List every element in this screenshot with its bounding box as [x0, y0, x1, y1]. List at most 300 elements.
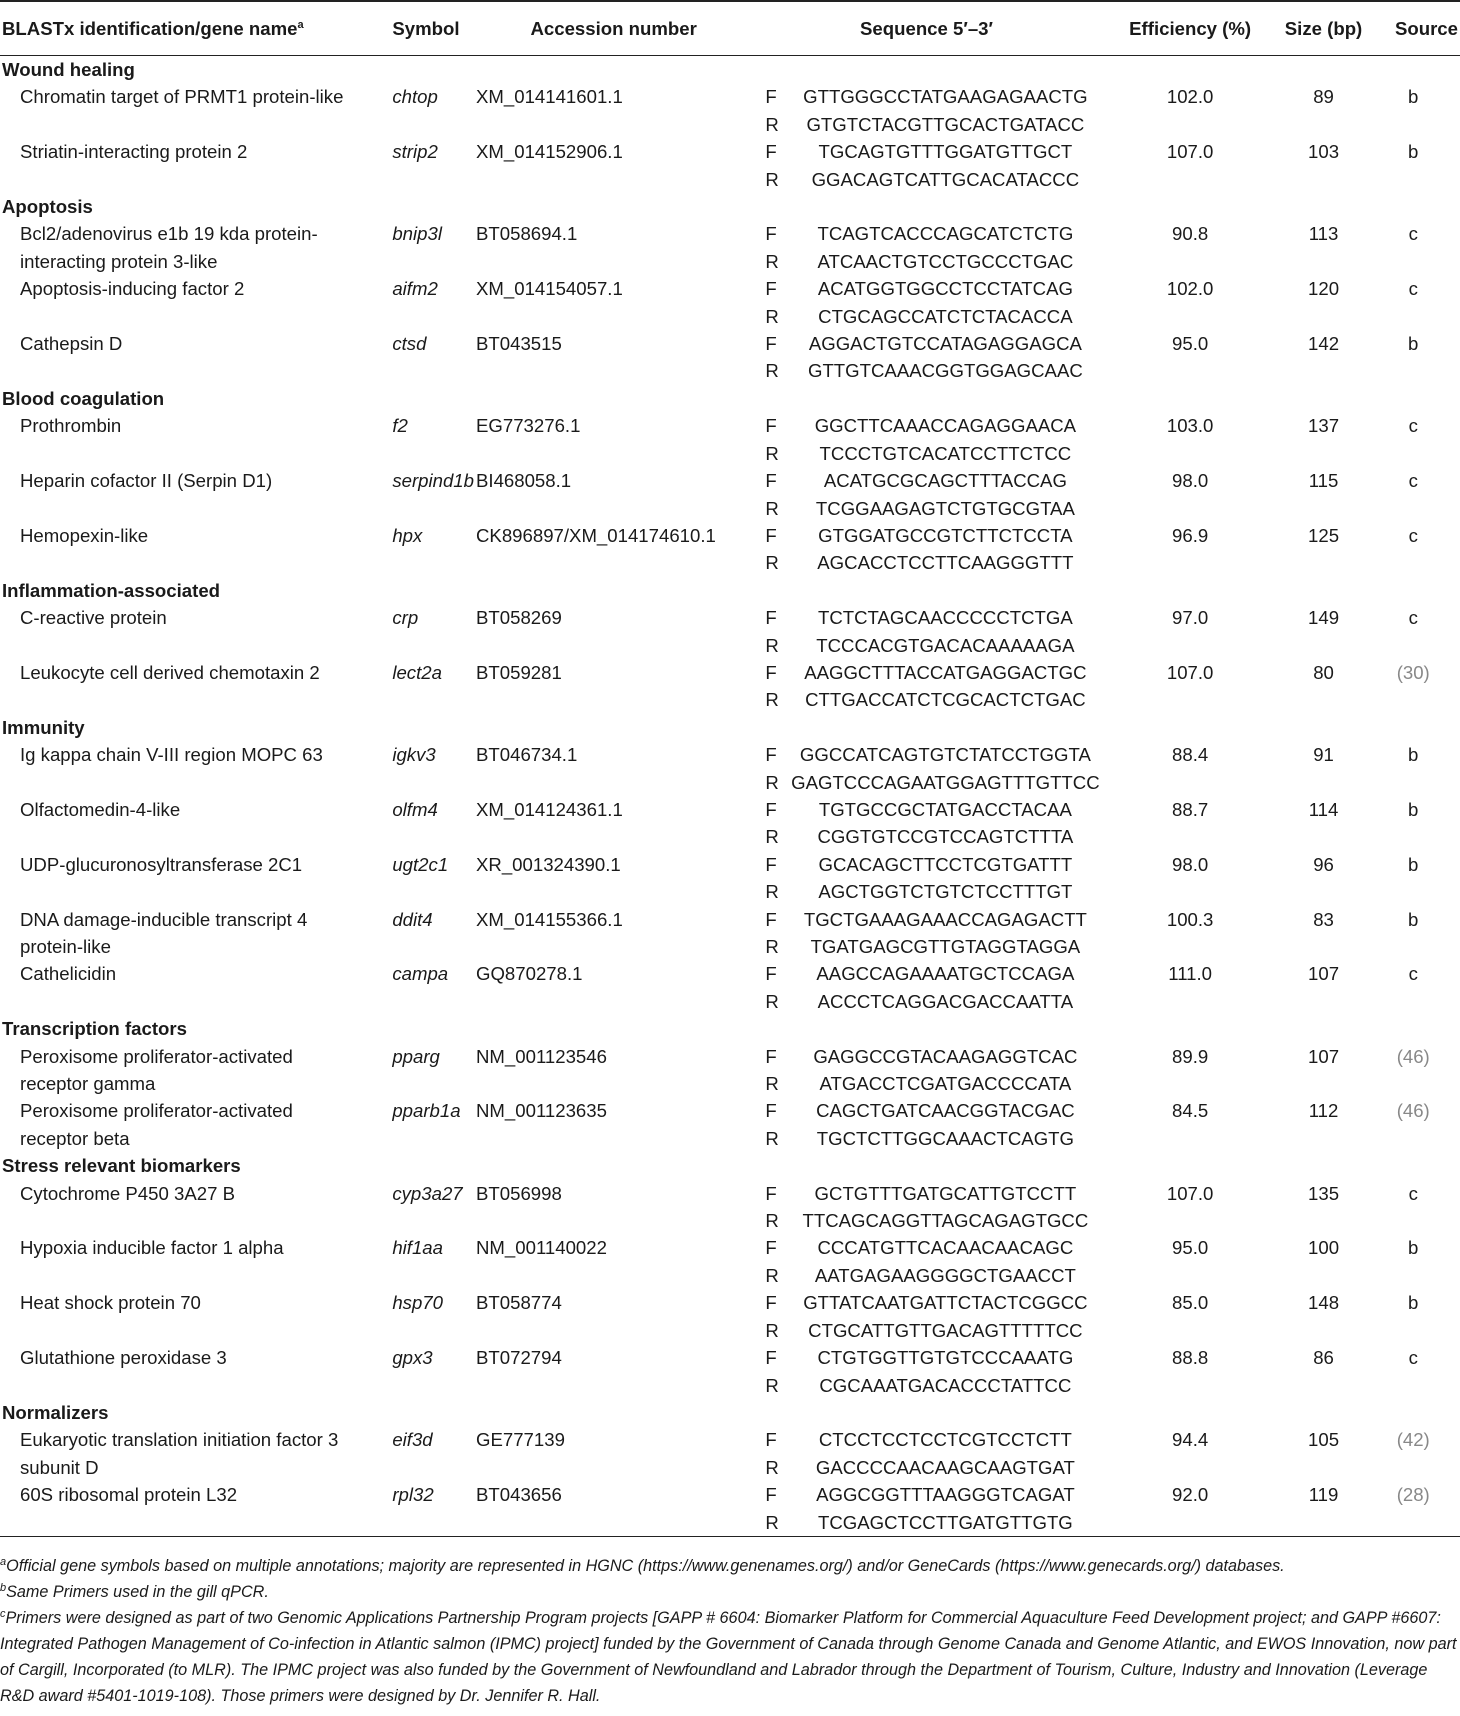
- accession-number: BT056998: [476, 1182, 562, 1204]
- gene-symbol: campa: [392, 963, 449, 985]
- primer-direction-reverse: R: [765, 1073, 779, 1095]
- table-row-forward: [0, 1234, 1460, 1261]
- efficiency-value: 107.0: [1166, 141, 1214, 163]
- gene-symbol: cyp3a27: [392, 1182, 463, 1204]
- empty-cell: [1366, 878, 1460, 905]
- gene-name: Cathepsin D: [20, 333, 123, 355]
- size-value: 86: [1313, 1347, 1334, 1369]
- empty-cell: [1100, 686, 1281, 713]
- size-value: 114: [1308, 798, 1339, 820]
- primer-direction-reverse: R: [765, 826, 779, 848]
- gene-symbol: f2: [392, 415, 408, 437]
- empty-cell: [1366, 988, 1460, 1015]
- accession-number: BT072794: [476, 1347, 562, 1369]
- empty-cell: [382, 878, 474, 905]
- source-value: c: [1408, 963, 1418, 985]
- size-value: 149: [1308, 607, 1340, 629]
- size-value: 107: [1308, 963, 1340, 985]
- accession-number: NM_001123635: [476, 1100, 607, 1122]
- primer-direction-forward: F: [765, 223, 777, 245]
- empty-cell: [1281, 988, 1367, 1015]
- empty-cell: [1281, 1070, 1367, 1097]
- reverse-sequence: GGACAGTCATTGCACATACCC: [811, 168, 1080, 190]
- gene-name-continued: [0, 111, 382, 138]
- gene-symbol: gpx3: [392, 1347, 433, 1369]
- forward-sequence: TGCTGAAAGAAACCAGAGACTT: [803, 908, 1087, 930]
- forward-sequence: ACATGGTGGCCTCCTATCAG: [817, 278, 1073, 300]
- section-title: Immunity: [2, 716, 85, 738]
- primer-direction-reverse: R: [765, 552, 779, 574]
- section-row: [0, 193, 1460, 220]
- accession-number: BT058774: [476, 1292, 562, 1314]
- header-efficiency: Efficiency (%): [1100, 1, 1281, 56]
- table-row-forward: [0, 1180, 1460, 1207]
- gene-name: UDP-glucuronosyltransferase 2C1: [20, 853, 303, 875]
- header-symbol: Symbol: [382, 1, 474, 56]
- empty-cell: [1100, 878, 1281, 905]
- forward-sequence: TGCAGTGTTTGGATGTTGCT: [818, 141, 1073, 163]
- accession-number: XM_014155366.1: [476, 908, 623, 930]
- empty-cell: [1281, 549, 1367, 576]
- efficiency-value: 111.0: [1168, 963, 1213, 985]
- section-title: Apoptosis: [2, 196, 93, 218]
- empty-cell: [1281, 1207, 1367, 1234]
- table-row-forward: [0, 330, 1460, 357]
- size-value: 113: [1308, 223, 1339, 245]
- empty-cell: [474, 1454, 753, 1481]
- size-value: 112: [1308, 1100, 1339, 1122]
- table-row-forward: [0, 1289, 1460, 1316]
- footnote: [0, 1553, 1460, 1579]
- size-value: 100: [1308, 1237, 1340, 1259]
- empty-cell: [474, 769, 753, 796]
- reverse-sequence: ATCAACTGTCCTGCCCTGAC: [817, 250, 1074, 272]
- reverse-sequence: TCGAGCTCCTTGATGTTGTG: [791, 1509, 1100, 1537]
- gene-name: Peroxisome proliferator-activated: [20, 1045, 293, 1067]
- empty-cell: [382, 1454, 474, 1481]
- empty-cell: [1100, 1207, 1281, 1234]
- accession-number: XM_014152906.1: [476, 141, 623, 163]
- forward-sequence: TCTCTAGCAACCCCCTCTGA: [817, 607, 1073, 629]
- table-row-forward: [0, 851, 1460, 878]
- primer-direction-forward: F: [765, 1237, 777, 1259]
- section-title: Wound healing: [2, 59, 135, 80]
- empty-cell: [1366, 1509, 1460, 1537]
- reverse-sequence: TCGGAAGAGTCTGTGCGTAA: [815, 497, 1075, 519]
- accession-number: BT043515: [476, 333, 562, 355]
- empty-cell: [474, 632, 753, 659]
- primer-direction-forward: F: [765, 744, 777, 766]
- gene-name: Cathelicidin: [20, 963, 117, 985]
- footnote-mark: c: [0, 1608, 6, 1620]
- table-row-forward: [0, 220, 1460, 247]
- empty-cell: [1100, 357, 1281, 384]
- gene-name: Hypoxia inducible factor 1 alpha: [20, 1237, 284, 1259]
- empty-cell: [474, 1317, 753, 1344]
- empty-cell: [1281, 823, 1367, 850]
- empty-cell: [1100, 166, 1281, 193]
- table-row-reverse: [0, 303, 1460, 330]
- source-value: b: [1408, 744, 1419, 766]
- gene-symbol: chtop: [392, 86, 438, 108]
- empty-cell: [1366, 495, 1460, 522]
- source-value: c: [1408, 278, 1418, 300]
- gene-name-continued: [0, 357, 382, 384]
- table-row-reverse: [0, 1509, 1460, 1537]
- empty-cell: [474, 686, 753, 713]
- accession-number: BT058694.1: [476, 223, 578, 245]
- empty-cell: [1281, 495, 1367, 522]
- size-value: 91: [1313, 744, 1334, 766]
- source-value: c: [1408, 1182, 1418, 1204]
- empty-cell: [1281, 440, 1367, 467]
- empty-cell: [1366, 823, 1460, 850]
- forward-sequence: AGGACTGTCCATAGAGGAGCA: [808, 333, 1082, 355]
- empty-cell: [1100, 303, 1281, 330]
- forward-sequence: GTTGGGCCTATGAAGAGAACTG: [803, 86, 1088, 108]
- primer-direction-forward: F: [765, 141, 777, 163]
- empty-cell: [474, 988, 753, 1015]
- table-row-reverse: [0, 823, 1460, 850]
- gene-name: Heat shock protein 70: [20, 1292, 201, 1314]
- gene-symbol: ctsd: [392, 333, 427, 355]
- gene-symbol: lect2a: [392, 661, 442, 683]
- table-row-reverse: [0, 1125, 1460, 1152]
- forward-sequence: ACATGCGCAGCTTTACCAG: [823, 470, 1067, 492]
- source-value: c: [1408, 524, 1418, 546]
- gene-name: 60S ribosomal protein L32: [20, 1484, 238, 1506]
- empty-cell: [1366, 549, 1460, 576]
- forward-sequence: GAGGCCGTACAAGAGGTCAC: [813, 1045, 1078, 1067]
- primer-direction-forward: F: [765, 1100, 777, 1122]
- gene-name: Striatin-interacting protein 2: [20, 141, 248, 163]
- table-row-forward: [0, 1344, 1460, 1371]
- footnotes: [0, 1553, 1460, 1709]
- empty-cell: [382, 248, 474, 275]
- gene-name-continued: [0, 988, 382, 1015]
- accession-number: XM_014154057.1: [476, 278, 623, 300]
- gene-name: Hemopexin-like: [20, 524, 149, 546]
- empty-cell: [1366, 111, 1460, 138]
- empty-cell: [474, 166, 753, 193]
- gene-name: Chromatin target of PRMT1 protein-like: [20, 86, 344, 108]
- table-row-reverse: [0, 769, 1460, 796]
- accession-number: BT058269: [476, 607, 562, 629]
- efficiency-value: 95.0: [1172, 1237, 1209, 1259]
- gene-name-continued: [0, 1262, 382, 1289]
- empty-cell: [1281, 878, 1367, 905]
- empty-cell: [1366, 357, 1460, 384]
- gene-name-continued: [0, 878, 382, 905]
- empty-cell: [1100, 1454, 1281, 1481]
- empty-cell: [1366, 248, 1460, 275]
- gene-symbol: igkv3: [392, 744, 436, 766]
- table-row-forward: [0, 906, 1460, 933]
- table-row-reverse: [0, 1262, 1460, 1289]
- reverse-sequence: TTCAGCAGGTTAGCAGAGTGCC: [802, 1210, 1089, 1232]
- table-row-reverse: [0, 1207, 1460, 1234]
- empty-cell: [382, 933, 474, 960]
- empty-cell: [1100, 549, 1281, 576]
- primer-direction-reverse: R: [765, 305, 779, 327]
- table-row-reverse: [0, 549, 1460, 576]
- gene-symbol: crp: [392, 607, 419, 629]
- gene-name-continued: [0, 495, 382, 522]
- section-title: Normalizers: [2, 1401, 109, 1423]
- footnote-mark: a: [0, 1556, 7, 1568]
- primer-direction-reverse: R: [765, 1127, 779, 1149]
- table-row-forward: [0, 1043, 1460, 1070]
- primer-direction-reverse: R: [765, 1374, 779, 1396]
- empty-cell: [1281, 1317, 1367, 1344]
- gene-name: Ig kappa chain V-III region MOPC 63: [20, 744, 323, 766]
- size-value: 115: [1308, 470, 1339, 492]
- empty-cell: [382, 823, 474, 850]
- source-value: c: [1408, 607, 1418, 629]
- primer-direction-reverse: R: [765, 1264, 779, 1286]
- primer-direction-forward: F: [765, 1484, 777, 1506]
- gene-name: Peroxisome proliferator-activated: [20, 1100, 293, 1122]
- primer-direction-reverse: R: [765, 250, 779, 272]
- source-value[interactable]: (28): [1396, 1484, 1430, 1506]
- empty-cell: [382, 495, 474, 522]
- table-row-reverse: [0, 111, 1460, 138]
- empty-cell: [1366, 632, 1460, 659]
- source-value[interactable]: (46): [1396, 1100, 1430, 1122]
- table-row-reverse: [0, 1454, 1460, 1481]
- header-accession: Accession number: [474, 1, 753, 56]
- forward-sequence: GGCTTCAAACCAGAGGAACA: [814, 415, 1077, 437]
- gene-name-continued: receptor beta: [20, 1127, 130, 1149]
- efficiency-value: 88.7: [1172, 798, 1209, 820]
- size-value: 105: [1308, 1429, 1340, 1451]
- empty-cell: [382, 357, 474, 384]
- empty-cell: [1100, 1125, 1281, 1152]
- gene-name: DNA damage-inducible transcript 4: [20, 908, 308, 930]
- table-row-reverse: [0, 440, 1460, 467]
- gene-name-continued: [0, 166, 382, 193]
- empty-cell: [382, 1372, 474, 1399]
- empty-cell: [382, 632, 474, 659]
- empty-cell: [474, 1207, 753, 1234]
- efficiency-value: 103.0: [1166, 415, 1214, 437]
- gene-symbol: ddit4: [392, 908, 433, 930]
- primer-direction-reverse: R: [765, 990, 779, 1012]
- footnote: [0, 1579, 1460, 1605]
- primer-direction-reverse: R: [765, 360, 779, 382]
- size-value: 80: [1313, 661, 1334, 683]
- forward-sequence: AAGCCAGAAAATGCTCCAGA: [816, 963, 1075, 985]
- gene-name: Glutathione peroxidase 3: [20, 1347, 227, 1369]
- primer-direction-forward: F: [765, 607, 777, 629]
- empty-cell: [474, 1372, 753, 1399]
- table-row-reverse: [0, 686, 1460, 713]
- gene-symbol: pparg: [392, 1045, 440, 1067]
- primer-direction-forward: F: [765, 524, 777, 546]
- gene-name: Prothrombin: [20, 415, 122, 437]
- empty-cell: [1100, 933, 1281, 960]
- source-value: b: [1408, 798, 1419, 820]
- empty-cell: [1366, 1262, 1460, 1289]
- table-row-forward: [0, 467, 1460, 494]
- empty-cell: [1366, 686, 1460, 713]
- empty-cell: [382, 686, 474, 713]
- empty-cell: [474, 111, 753, 138]
- forward-sequence: CTGTGGTTGTGTCCCAAATG: [817, 1347, 1074, 1369]
- gene-name: C-reactive protein: [20, 607, 167, 629]
- primer-direction-reverse: R: [765, 936, 779, 957]
- accession-number: NM_001123546: [476, 1045, 607, 1067]
- empty-cell: [474, 823, 753, 850]
- accession-number: EG773276.1: [476, 415, 581, 437]
- empty-cell: [382, 1207, 474, 1234]
- section-row: [0, 714, 1460, 741]
- primer-direction-forward: F: [765, 798, 777, 820]
- empty-cell: [1366, 1454, 1460, 1481]
- efficiency-value: 102.0: [1166, 278, 1214, 300]
- primer-direction-reverse: R: [765, 689, 779, 711]
- accession-number: GE777139: [476, 1429, 565, 1451]
- gene-name: Heparin cofactor II (Serpin D1): [20, 470, 273, 492]
- accession-number: XM_014141601.1: [476, 86, 623, 108]
- reverse-sequence: CTTGACCATCTCGCACTCTGAC: [805, 689, 1086, 711]
- gene-name-continued: interacting protein 3-like: [20, 250, 218, 272]
- table-row-forward: [0, 522, 1460, 549]
- empty-cell: [382, 1509, 474, 1537]
- empty-cell: [1281, 1262, 1367, 1289]
- gene-name: Olfactomedin-4-like: [20, 798, 181, 820]
- empty-cell: [1281, 1454, 1367, 1481]
- source-value: c: [1408, 415, 1418, 437]
- empty-cell: [1281, 166, 1367, 193]
- forward-sequence: CTCCTCCTCCTCGTCCTCTT: [818, 1429, 1072, 1451]
- source-value: b: [1408, 141, 1419, 163]
- table-row-reverse: [0, 933, 1460, 960]
- footnote-mark: b: [0, 1582, 7, 1594]
- size-value: 83: [1313, 908, 1334, 930]
- source-value: b: [1408, 86, 1419, 108]
- empty-cell: [1100, 495, 1281, 522]
- forward-sequence: GTGGATGCCGTCTTCTCCTA: [818, 524, 1073, 546]
- primer-direction-reverse: R: [765, 113, 779, 135]
- reverse-sequence: TGATGAGCGTTGTAGGTAGGA: [810, 936, 1081, 957]
- primer-direction-forward: F: [765, 661, 777, 683]
- header-sequence: Sequence 5′–3′: [753, 1, 1099, 56]
- empty-cell: [1366, 1317, 1460, 1344]
- gene-name-continued: [0, 823, 382, 850]
- reverse-sequence: ATGACCTCGATGACCCCATA: [819, 1073, 1072, 1095]
- empty-cell: [1366, 303, 1460, 330]
- empty-cell: [474, 495, 753, 522]
- empty-cell: [1100, 248, 1281, 275]
- empty-cell: [474, 303, 753, 330]
- primer-direction-reverse: R: [765, 497, 779, 519]
- efficiency-value: 94.4: [1172, 1429, 1209, 1451]
- section-row: [0, 1152, 1460, 1179]
- gene-symbol: olfm4: [392, 798, 438, 820]
- empty-cell: [382, 988, 474, 1015]
- section-title: Inflammation-associated: [2, 579, 221, 601]
- size-value: 107: [1308, 1045, 1340, 1067]
- primer-direction-reverse: R: [765, 881, 779, 903]
- footnote-text: Same Primers used in the gill qPCR.: [6, 1583, 269, 1601]
- source-value: c: [1408, 470, 1418, 492]
- gene-symbol: hpx: [392, 524, 423, 546]
- efficiency-value: 88.4: [1172, 744, 1209, 766]
- source-value[interactable]: (46): [1396, 1045, 1430, 1067]
- empty-cell: [382, 1317, 474, 1344]
- empty-cell: [474, 1262, 753, 1289]
- empty-cell: [382, 440, 474, 467]
- efficiency-value: 98.0: [1172, 470, 1209, 492]
- gene-symbol: ugt2c1: [392, 853, 449, 875]
- table-row-forward: [0, 604, 1460, 631]
- empty-cell: [474, 248, 753, 275]
- table-row-reverse: [0, 248, 1460, 275]
- empty-cell: [1281, 303, 1367, 330]
- accession-number: BI468058.1: [476, 470, 572, 492]
- reverse-sequence: GAGTCCCAGAATGGAGTTTGTTCC: [791, 771, 1100, 793]
- empty-cell: [382, 1125, 474, 1152]
- gene-name-continued: [0, 769, 382, 796]
- empty-cell: [1281, 632, 1367, 659]
- source-value[interactable]: (42): [1396, 1429, 1430, 1451]
- gene-name: Apoptosis-inducing factor 2: [20, 278, 245, 300]
- section-row: [0, 385, 1460, 412]
- source-value: b: [1408, 333, 1419, 355]
- header-footnote-mark: a: [297, 18, 304, 31]
- source-value[interactable]: (30): [1396, 661, 1430, 683]
- gene-symbol: pparb1a: [392, 1100, 461, 1122]
- section-title: Stress relevant biomarkers: [2, 1155, 241, 1177]
- primer-direction-forward: F: [765, 1182, 777, 1204]
- gene-name-continued: [0, 440, 382, 467]
- efficiency-value: 85.0: [1172, 1292, 1209, 1314]
- reverse-sequence: CGGTGTCCGTCCAGTCTTTA: [817, 826, 1074, 848]
- reverse-sequence: AATGAGAAGGGGCTGAACCT: [814, 1264, 1076, 1286]
- primer-direction-reverse: R: [765, 1210, 779, 1232]
- empty-cell: [1281, 357, 1367, 384]
- table-row-reverse: [0, 166, 1460, 193]
- primer-direction-reverse: R: [765, 442, 779, 464]
- primer-direction-reverse: R: [765, 1319, 779, 1341]
- empty-cell: [1281, 933, 1367, 960]
- empty-cell: [474, 549, 753, 576]
- empty-cell: [382, 111, 474, 138]
- empty-cell: [1100, 823, 1281, 850]
- primer-direction-forward: F: [765, 908, 777, 930]
- size-value: 89: [1313, 86, 1334, 108]
- empty-cell: [1366, 1070, 1460, 1097]
- size-value: 142: [1308, 333, 1340, 355]
- efficiency-value: 92.0: [1172, 1484, 1209, 1506]
- primer-direction-forward: F: [765, 963, 777, 985]
- empty-cell: [1100, 440, 1281, 467]
- empty-cell: [382, 769, 474, 796]
- empty-cell: [382, 166, 474, 193]
- gene-name-continued: subunit D: [20, 1456, 99, 1478]
- size-value: 148: [1308, 1292, 1340, 1314]
- accession-number: CK896897/XM_014174610.1: [476, 524, 716, 546]
- efficiency-value: 88.8: [1172, 1347, 1209, 1369]
- gene-name-continued: [0, 1317, 382, 1344]
- table-body: [0, 56, 1460, 1537]
- table-row-forward: [0, 960, 1460, 987]
- gene-name-continued: [0, 1509, 382, 1537]
- empty-cell: [1366, 1125, 1460, 1152]
- table-row-forward: [0, 1097, 1460, 1124]
- footnote: [0, 1605, 1460, 1709]
